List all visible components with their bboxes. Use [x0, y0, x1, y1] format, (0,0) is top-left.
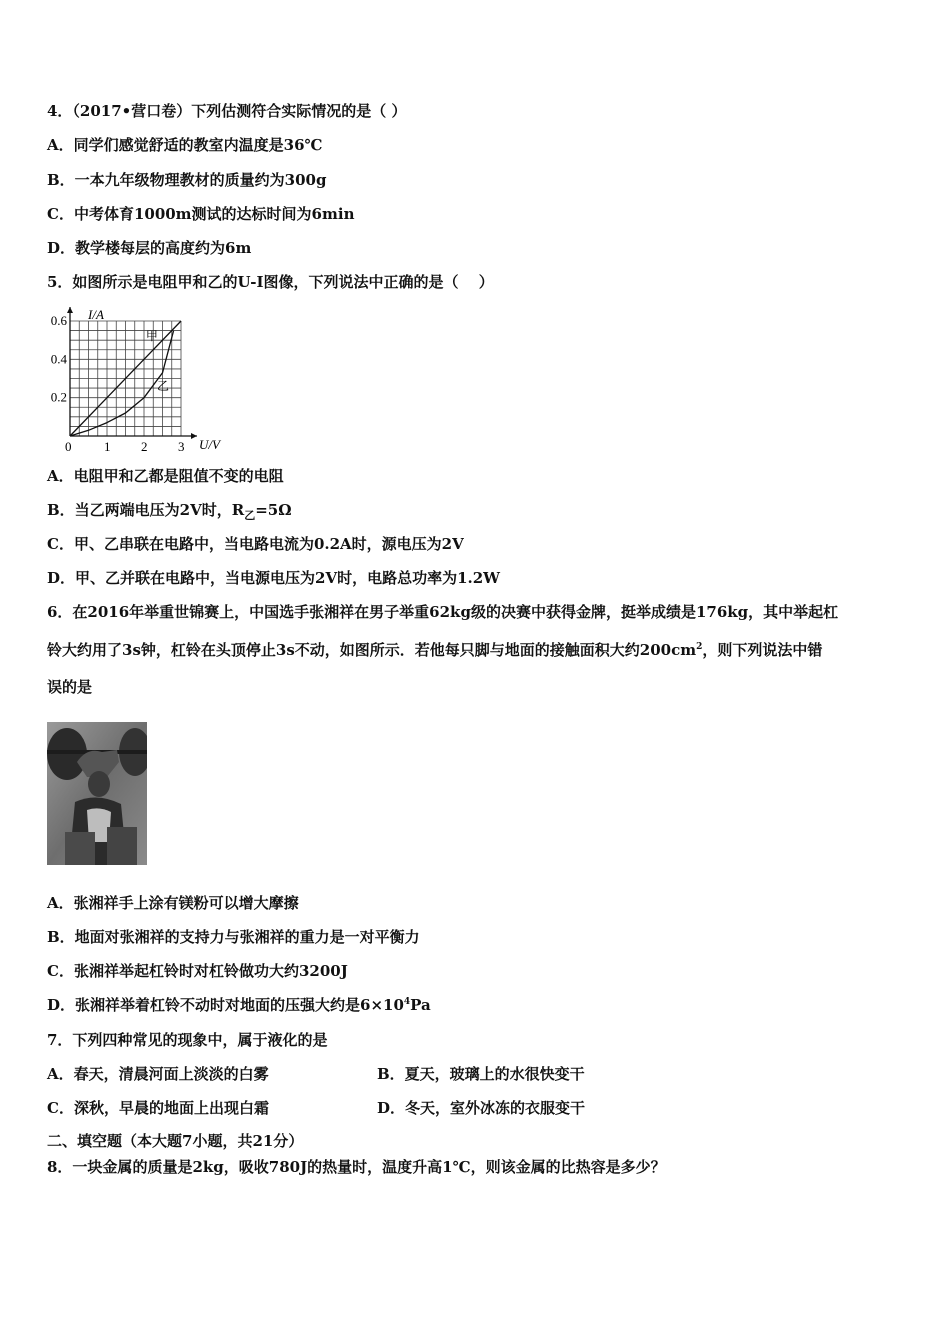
q4-option-b: B．一本九年级物理教材的质量约为300g: [47, 171, 327, 189]
q5-option-b-text: B．当乙两端电压为2V时，R: [47, 501, 245, 519]
q6-option-d: [47, 995, 431, 1015]
q7-option-b: B．夏天，玻璃上的水很快变干: [377, 1065, 585, 1083]
q6-stem-line2-tail: ，则下列说法中错: [702, 641, 823, 659]
iu-graph: [40, 305, 230, 453]
series-label-1: 甲: [145, 329, 158, 344]
q5-option-a: A．电阻甲和乙都是阻值不变的电阻: [47, 467, 284, 485]
x-axis-label: U/V: [199, 437, 220, 452]
chart-ticks: [51, 307, 222, 453]
x-tick-label: 2: [141, 439, 148, 453]
q6-stem-line3: 误的是: [47, 678, 93, 696]
section-title: 二、填空题（本大题7小题，共21分）: [47, 1132, 304, 1150]
y-axis-label: I/A: [88, 307, 104, 322]
q7-option-d: D．冬天，室外冰冻的衣服变干: [377, 1099, 586, 1117]
x-tick-label: 0: [65, 439, 72, 453]
q6-option-b: B．地面对张湘祥的支持力与张湘祥的重力是一对平衡力: [47, 928, 420, 946]
q5-stem: 5．如图所示是电阻甲和乙的U-I图像，下列说法中正确的是（ ）: [47, 273, 494, 291]
q6-option-c: C．张湘祥举起杠铃时对杠铃做功大约3200J: [47, 962, 348, 980]
x-tick-label: 3: [178, 439, 185, 453]
q7-stem: 7．下列四种常见的现象中，属于液化的是: [47, 1031, 328, 1049]
series-label-2: 乙: [156, 379, 169, 393]
q6-option-a: A．张湘祥手上涂有镁粉可以增大摩擦: [47, 894, 299, 912]
q7-option-a: A．春天，清晨河面上淡淡的白雾: [47, 1065, 269, 1083]
q4-option-c: C．中考体育1000m测试的达标时间为6min: [47, 205, 355, 223]
q6-stem-line1: 6．在2016年举重世锦赛上，中国选手张湘祥在男子举重62kg级的决赛中获得金牌，挺举成绩是176kg，其中举起杠: [47, 603, 839, 621]
y-tick-label: 0.4: [50, 351, 67, 367]
x-tick-label: 1: [104, 439, 111, 453]
q6-stem-line2-text: 铃大约用了3s钟，杠铃在头顶停止3s不动，如图所示．若他每只脚与地面的接触面积大约200cm: [47, 641, 697, 659]
q4-option-d: D．教学楼每层的高度约为6m: [47, 239, 252, 257]
q6-option-d-tail: Pa: [410, 996, 431, 1014]
q5-option-b: [47, 500, 292, 520]
q6-option-d-sup: 4: [403, 997, 411, 1007]
q5-option-b-tail: =5Ω: [255, 501, 292, 519]
q4-stem: 4．（2017•营口卷）下列估测符合实际情况的是（ ）: [47, 102, 407, 120]
weightlifter-photo: [47, 722, 147, 865]
x-axis-arrow: [191, 433, 197, 439]
y-tick-label: 0.6: [50, 313, 67, 328]
q6-stem-line2-sup: 2: [696, 642, 703, 652]
q5-option-d: D．甲、乙并联在电路中，当电源电压为2V时，电路总功率为1.2W: [47, 569, 501, 587]
y-tick-label: 0.2: [50, 389, 67, 405]
y-axis-arrow: [67, 307, 73, 313]
q4-option-a: A．同学们感觉舒适的教室内温度是36℃: [47, 136, 323, 154]
q6-option-d-text: D．张湘祥举着杠铃不动时对地面的压强大约是6×10: [47, 996, 404, 1014]
q8-stem: 8．一块金属的质量是2kg，吸收780J的热量时，温度升高1℃，则该金属的比热容是多少？: [47, 1158, 666, 1176]
q5-option-c: C．甲、乙串联在电路中，当电路电流为0.2A时，源电压为2V: [47, 535, 464, 553]
q5-option-b-sub: 乙: [244, 509, 256, 522]
q6-stem-line2: [47, 640, 822, 660]
q7-option-c: C．深秋，早晨的地面上出现白霜: [47, 1099, 269, 1117]
